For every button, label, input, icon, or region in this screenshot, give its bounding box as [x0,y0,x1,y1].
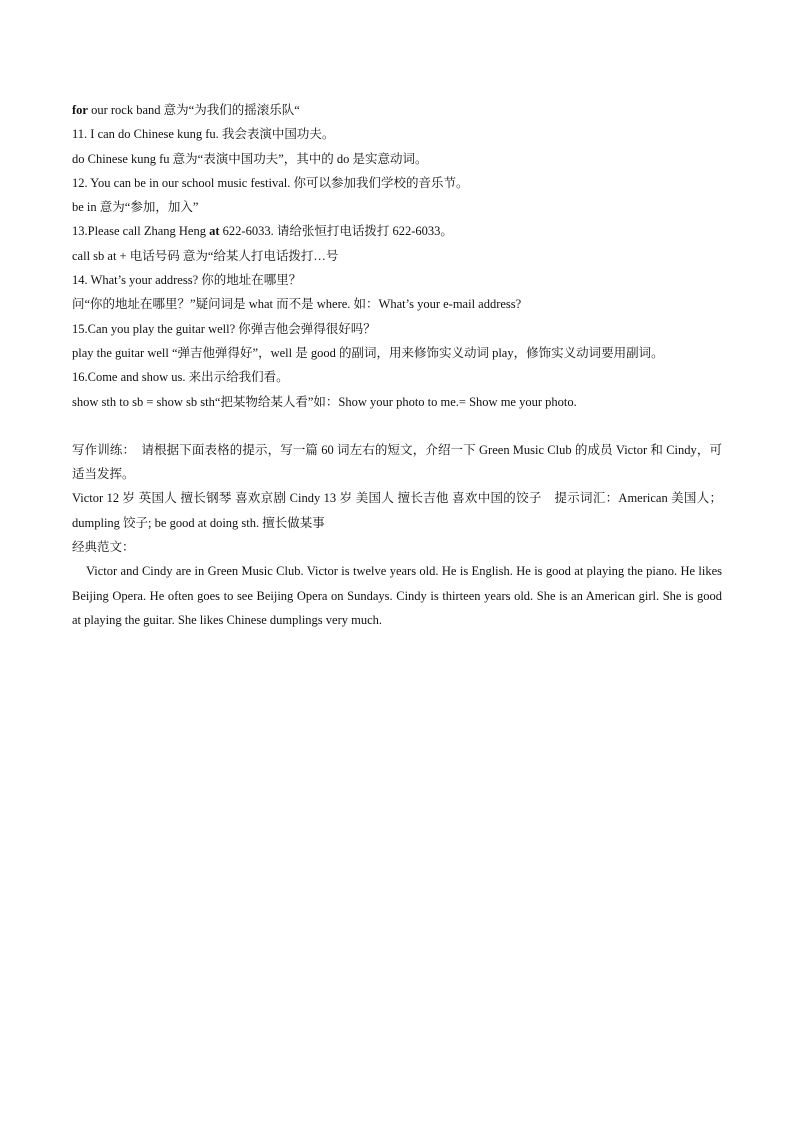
note-line-10: 15.Can you play the guitar well? 你弹吉他会弹得很好吗？ [72,321,376,336]
note-line-6-a: 13.Please call Zhang Heng [72,224,210,239]
bold-for: for [72,103,88,117]
note-line-13: show sth to sb = show sb sth“把某物给某人看”如：Show your photo to me.= Show me your photo. [72,394,577,409]
note-line-1-text: our rock band 意为“为我们的摇滚乐队“ [87,103,300,117]
bold-at: at [209,224,220,239]
note-line-1 [72,98,722,122]
note-line-5: be in 意为“参加，加入” [72,200,199,215]
note-line-11: play the guitar well “弹吉他弹得好”，well 是 good 的副词，用来修饰实义动词 play，修饰实义动词要用副词。 [72,345,664,360]
writing-hints: Victor 12 岁 英国人 擅长钢琴 喜欢京剧 Cindy 13 岁 美国人 擅长吉他 喜欢中国的饺子 提示词汇：American 美国人；dumpling 饺子; be good at doing sth. 擅长做某事 [72,491,722,530]
note-line-4: 12. You can be in our school music festival. 你可以参加我们学校的音乐节。 [72,175,469,190]
writing-prompt: 写作训练： 请根据下面表格的提示，写一篇 60 词左右的短文，介绍一下 Green Music Club 的成员 Victor 和 Cindy，可适当发挥。 [72,442,722,482]
note-line-7: call sb at + 电话号码 意为“给某人打电话拨打…号 [72,248,339,263]
note-line-12: 16.Come and show us. 来出示给我们看。 [72,370,289,385]
note-line-3: do Chinese kung fu 意为“表演中国功夫”，其中的 do 是实意动词。 [72,151,428,166]
sample-heading: 经典范文： [72,540,135,555]
note-line-6-b: 622-6033. 请给张恒打电话拨打 622-6033。 [219,224,453,239]
document-page [72,98,722,632]
note-line-6 [72,219,722,243]
sample-essay: Victor and Cindy are in Green Music Club. Victor is twelve years old. He is English. He is good at playing the piano. He likes Beijing Opera. He often goes to see Beijing Opera on Sundays. Cindy is thirteen years old. She is an American girl. She is good at playing the guitar. She likes Chinese dumplings very much. [72,564,722,627]
note-line-8: 14. What’s your address? 你的地址在哪里？ [72,273,302,288]
note-line-2: 11. I can do Chinese kung fu. 我会表演中国功夫。 [72,127,335,142]
note-line-9: 问“你的地址在哪里？”疑问词是 what 而不是 where. 如：What’s your e-mail address? [72,297,522,312]
section-gap [72,414,722,438]
